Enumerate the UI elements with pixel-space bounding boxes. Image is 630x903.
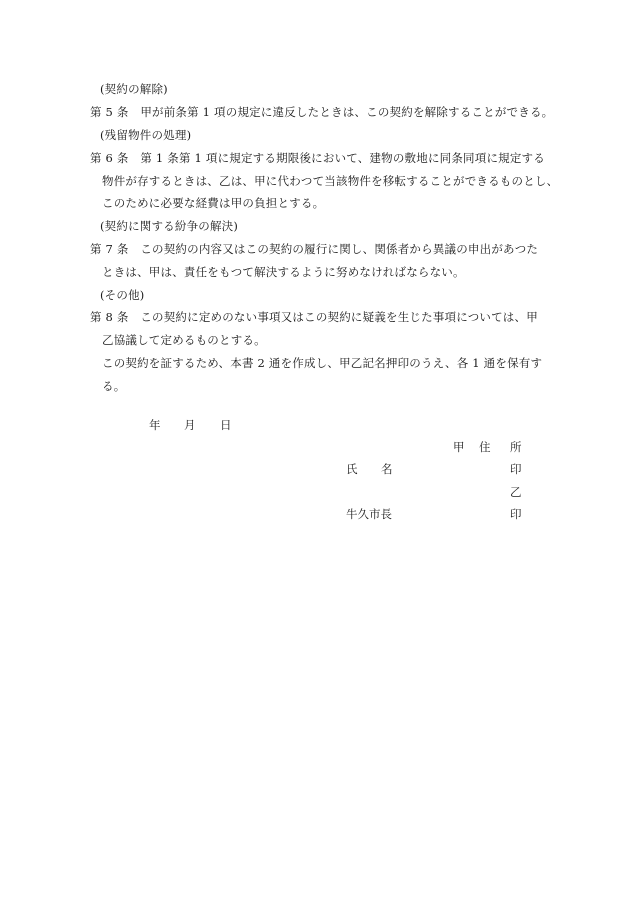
article-text: 第 6 条 第 1 条第 1 項に規定する期限後において、建物の敷地に同条同項に規定する [90,151,545,165]
seal-mark: 印 [510,507,522,521]
name-label: 氏 [346,462,358,476]
article-text: 第 8 条 この契約に定めのない事項又はこの契約に疑義を生じた事項については、甲 [90,310,538,324]
date-year: 年 [149,418,161,432]
article-text: 第 7 条 この契約の内容又はこの契約の履行に関し、関係者から異議の申出があつた [90,242,539,256]
address-label: 所 [510,440,522,454]
seal-mark: 印 [510,462,522,476]
date-month: 月 [184,418,196,432]
section-heading: (残留物件の処理) [100,128,192,142]
address-label: 住 [479,440,491,454]
section-heading: (契約の解除) [100,82,168,96]
article-continuation: このために必要な経費は甲の負担とする。 [102,196,325,210]
article-text: 第 5 条 甲が前条第 1 項の規定に違反したときは、この契約を解除することができる。 [90,105,554,119]
article-continuation: ときは、甲は、責任をもつて解決するように努めなければならない。 [102,265,465,279]
closing-statement-end: る。 [102,379,126,393]
party-b-label: 乙 [510,485,522,499]
name-label: 名 [381,462,393,476]
section-heading: (契約に関する紛争の解決) [100,219,239,233]
article-continuation: 物件が存するときは、乙は、甲に代わつて当該物件を移転することができるものとし、 [102,174,559,188]
section-heading: (その他) [100,288,145,302]
article-continuation: 乙協議して定めるものとする。 [102,333,266,347]
mayor-label: 牛久市長 [346,507,392,521]
party-a-label: 甲 [453,440,465,454]
closing-statement: この契約を証するため、本書 2 通を作成し、甲乙記名押印のうえ、各 1 通を保有す [102,356,543,370]
date-day: 日 [220,418,232,432]
